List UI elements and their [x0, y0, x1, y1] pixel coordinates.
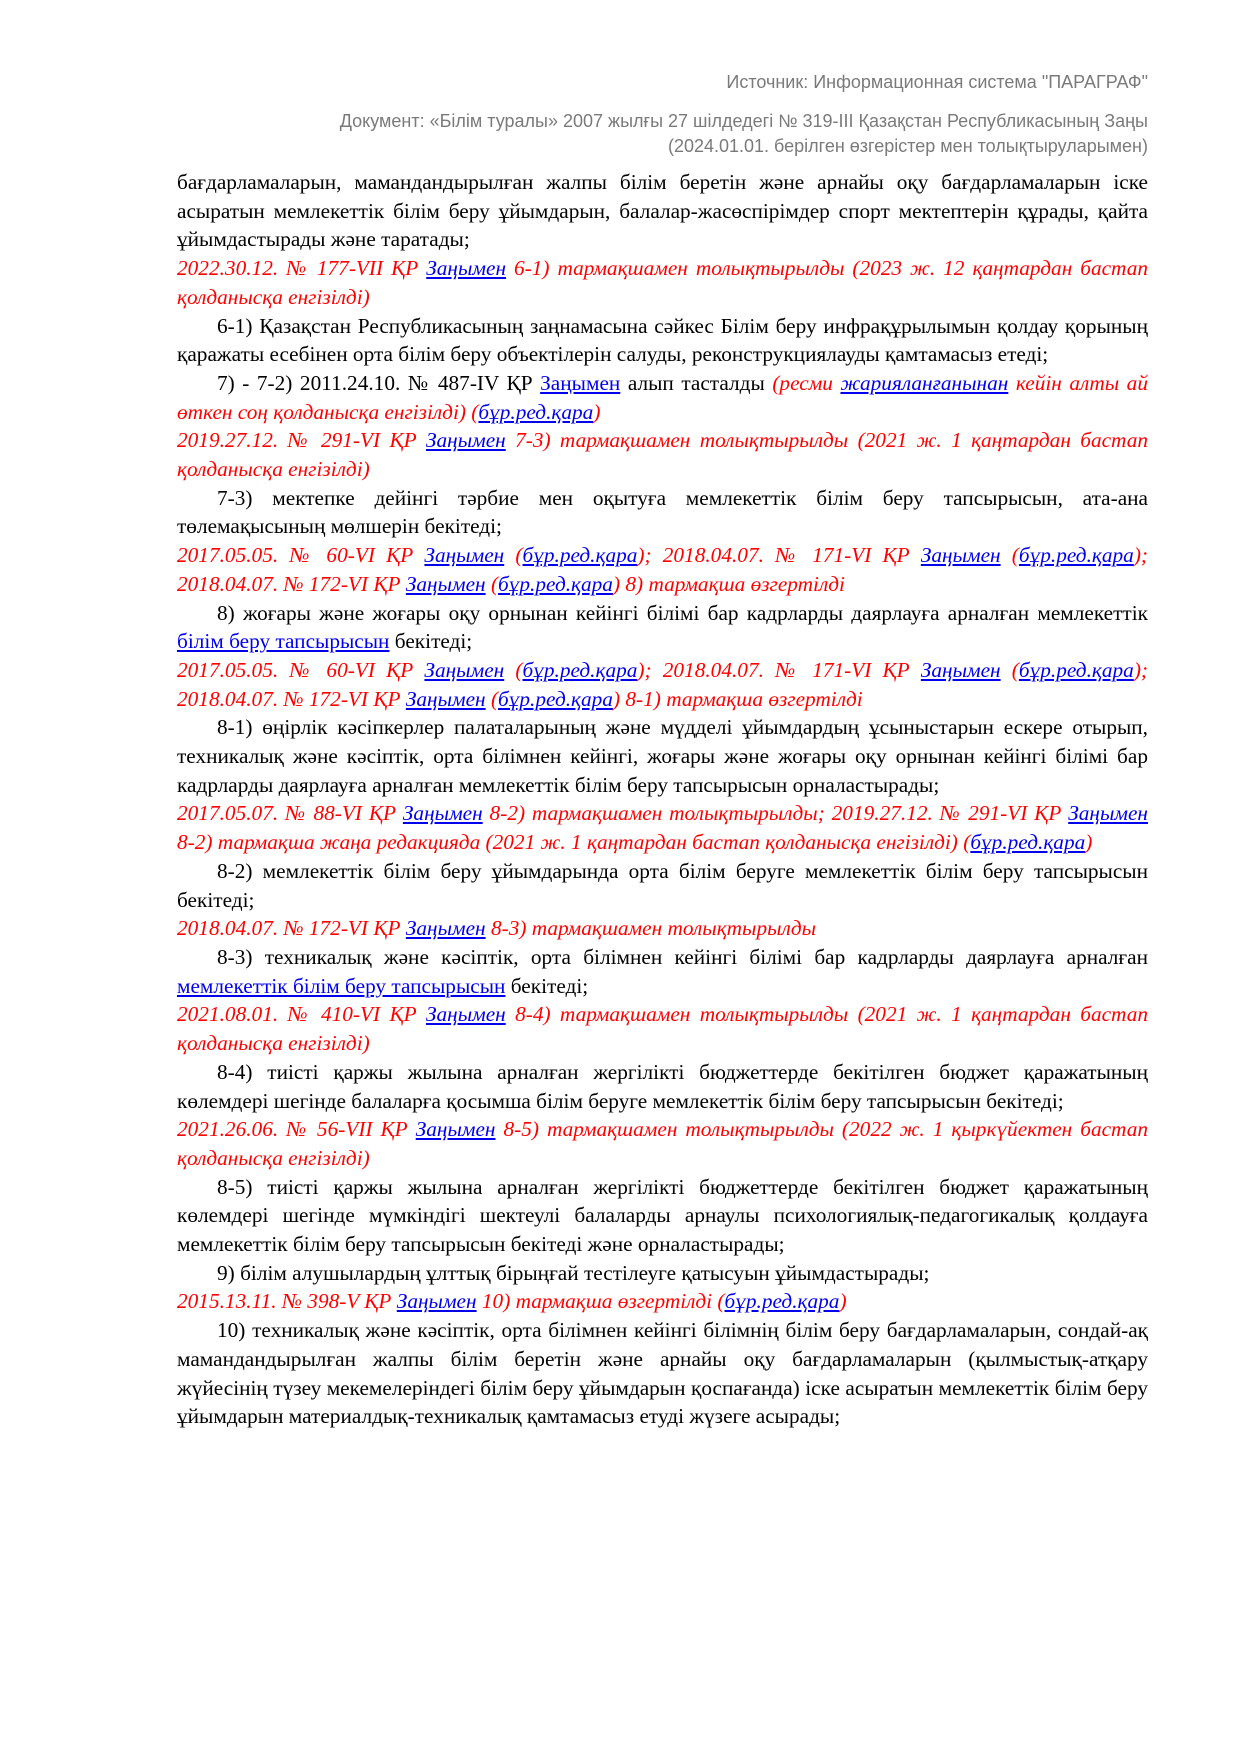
- law-link[interactable]: Заңымен: [402, 801, 483, 826]
- edu-order-link[interactable]: білім беру тапсырысын: [177, 629, 390, 654]
- paragraph: 7-3) мектепке дейінгі тәрбие мен оқытуға мемлекеттік білім беру тапсырысын, ата-ана төлемақысының мөлшерін бекітеді;: [177, 485, 1148, 539]
- paragraph: 9) білім алушылардың ұлттық бірыңғай тестілеуге қатысуын ұйымдастырады;: [217, 1260, 930, 1285]
- paragraph: 8-2) мемлекеттік білім беру ұйымдарында орта білім беруге мемлекеттік білім беру тапсырысын бекітеді;: [177, 858, 1148, 912]
- published-link[interactable]: жарияланғанынан: [840, 370, 1009, 395]
- paragraph: 8-3) техникалық және кәсіптік, орта білімнен кейінгі білімі бар кадрларды даярлауға арналған мемлекеттік білім беру тапсырысын бекітеді;: [177, 944, 1148, 998]
- law-link[interactable]: Заңымен: [415, 1117, 496, 1142]
- law-link[interactable]: Заңымен: [920, 657, 1001, 682]
- amendment-note: 2018.04.07. № 172-VI ҚР Заңымен 8-3) тармақшамен толықтырылды: [177, 916, 817, 941]
- amendment-note: 2017.05.07. № 88-VI ҚР Заңымен 8-2) тармақшамен толықтырылды; 2019.27.12. № 291-VI ҚР Заңымен 8-2) тармақша жаңа редакцияда (2021 ж. 1 қаңтардан бастап қолданысқа енгізілді) (бұр.ред.қара): [177, 801, 1148, 855]
- document-body: [177, 168, 1148, 1431]
- amendment-note: 2021.08.01. № 410-VI ҚР Заңымен 8-4) тармақшамен толықтырылды (2021 ж. 1 қаңтардан бастап қолданысқа енгізілді): [177, 1002, 1148, 1056]
- law-link[interactable]: Заңымен: [424, 657, 505, 682]
- law-link[interactable]: Заңымен: [920, 543, 1001, 568]
- amendment-note: 2015.13.11. № 398-V ҚР Заңымен 10) тармақша өзгертілді (бұр.ред.қара): [177, 1289, 847, 1314]
- amendment-note: 2019.27.12. № 291-VI ҚР Заңымен 7-3) тармақшамен толықтырылды (2021 ж. 1 қаңтардан бастап қолданысқа енгізілді): [177, 428, 1148, 482]
- law-link[interactable]: Заңымен: [425, 428, 506, 453]
- paragraph: 10) техникалық және кәсіптік, орта білімнен кейінгі білімнің білім беру бағдарламаларын, сондай-ақ мамандандырылған жалпы білім беретін және арнайы оқу бағдарламаларын (қылмыстық-атқару жүйесінің түзеу мекемелеріндегі білім беру ұйымдарын қоспағанда) іске асыратын мемлекеттік білім беру ұйымдарын материалдық-техникалық қамтамасыз етуді жүзеге асырады;: [177, 1318, 1148, 1429]
- law-link[interactable]: Заңымен: [426, 256, 507, 281]
- law-link[interactable]: Заңымен: [540, 370, 621, 395]
- document-header: [340, 70, 1148, 159]
- prev-edition-link[interactable]: бұр.ред.қара: [724, 1289, 840, 1314]
- amendment-note: 2017.05.05. № 60-VI ҚР Заңымен (бұр.ред.қара); 2018.04.07. № 171-VI ҚР Заңымен (бұр.ред.қара); 2018.04.07. № 172-VI ҚР Заңымен (бұр.ред.қара) 8) тармақша өзгертілді: [177, 543, 1148, 596]
- source-line: Источник: Информационная система "ПАРАГРАФ": [726, 72, 1148, 92]
- law-link[interactable]: Заңымен: [405, 916, 486, 941]
- state-edu-order-link[interactable]: мемлекеттік білім беру тапсырысын: [177, 973, 506, 998]
- paragraph: 7) - 7-2) 2011.24.10. № 487-IV ҚР Заңымен алып тасталды (ресми жарияланғанынан кейін алты ай өткен соң қолданысқа енгізілді) (бұр.ред.қара): [177, 370, 1148, 424]
- prev-edition-link[interactable]: бұр.ред.қара: [1018, 543, 1134, 568]
- document-edition-line: (2024.01.01. берілген өзгерістер мен толықтыруларымен): [667, 136, 1148, 156]
- prev-edition-link[interactable]: бұр.ред.қара: [522, 543, 638, 568]
- law-link[interactable]: Заңымен: [405, 686, 486, 711]
- paragraph: 8) жоғары және жоғары оқу орнынан кейінгі білімі бар кадрларды даярлауға арналған мемлекеттік білім беру тапсырысын бекітеді;: [177, 600, 1148, 654]
- prev-edition-link[interactable]: бұр.ред.қара: [498, 686, 613, 711]
- prev-edition-link[interactable]: бұр.ред.қара: [522, 657, 638, 682]
- document-title-line: Документ: «Білім туралы» 2007 жылғы 27 шілдедегі № 319-III Қазақстан Республикасының Заңы: [339, 111, 1148, 131]
- repeal-note: (ресми жарияланғанынан кейін алты ай өткен соң қолданысқа енгізілді) (бұр.ред.қара): [177, 370, 1148, 424]
- law-link[interactable]: Заңымен: [396, 1289, 477, 1314]
- amendment-note: 2022.30.12. № 177-VII ҚР Заңымен 6-1) тармақшамен толықтырылды (2023 ж. 12 қаңтардан бастап қолданысқа енгізілді): [177, 256, 1148, 309]
- paragraph: бағдарламаларын, мамандандырылған жалпы білім беретін және арнайы оқу бағдарламаларын іске асыратын мемлекеттік білім беру ұйымдарын, балалар-жасөспірімдер спорт мектептерін құрады, қайта ұйымдастырады және таратады;: [177, 170, 1148, 252]
- law-link[interactable]: Заңымен: [424, 543, 505, 568]
- prev-edition-link[interactable]: бұр.ред.қара: [1018, 657, 1134, 682]
- paragraph: 6-1) Қазақстан Республикасының заңнамасына сәйкес Білім беру инфрақұрылымын қолдау қорының қаражаты есебінен орта білім беру объектілерін салуды, реконструкциялауды қамтамасыз етеді;: [177, 313, 1148, 367]
- law-link[interactable]: Заңымен: [405, 571, 486, 596]
- paragraph: 8-1) өңірлік кәсіпкерлер палаталарының және мүдделі ұйымдардың ұсыныстарын ескере отырып, техникалық және кәсіптік, орта білімнен кейінгі, жоғары және жоғары оқу орнынан кейінгі білімі бар кадрларды даярлауға арналған мемлекеттік білім беру тапсырысын орналастырады;: [177, 715, 1148, 797]
- law-link[interactable]: Заңымен: [425, 1002, 506, 1027]
- paragraph: 8-5) тиісті қаржы жылына арналған жергілікті бюджеттерде бекітілген бюджет қаражатының көлемдері шегінде мүмкіндігі шектеулі балаларды арнаулы психологиялық-педагогикалық қолдауға мемлекеттік білім беру тапсырысын бекітеді және орналастырады;: [177, 1174, 1148, 1257]
- prev-edition-link[interactable]: бұр.ред.қара: [970, 830, 1086, 855]
- paragraph: 8-4) тиісті қаржы жылына арналған жергілікті бюджеттерде бекітілген бюджет қаражатының көлемдері шегінде балаларға қосымша білім беруге мемлекеттік білім беру тапсырысын бекітеді;: [177, 1059, 1148, 1113]
- amendment-note: 2021.26.06. № 56-VII ҚР Заңымен 8-5) тармақшамен толықтырылды (2022 ж. 1 қыркүйектен бастап қолданысқа енгізілді): [177, 1117, 1148, 1170]
- law-link[interactable]: Заңымен: [1068, 801, 1148, 826]
- prev-edition-link[interactable]: бұр.ред.қара: [478, 399, 594, 424]
- amendment-note: 2017.05.05. № 60-VI ҚР Заңымен (бұр.ред.қара); 2018.04.07. № 171-VI ҚР Заңымен (бұр.ред.қара); 2018.04.07. № 172-VI ҚР Заңымен (бұр.ред.қара) 8-1) тармақша өзгертілді: [177, 657, 1148, 711]
- prev-edition-link[interactable]: бұр.ред.қара: [498, 571, 613, 596]
